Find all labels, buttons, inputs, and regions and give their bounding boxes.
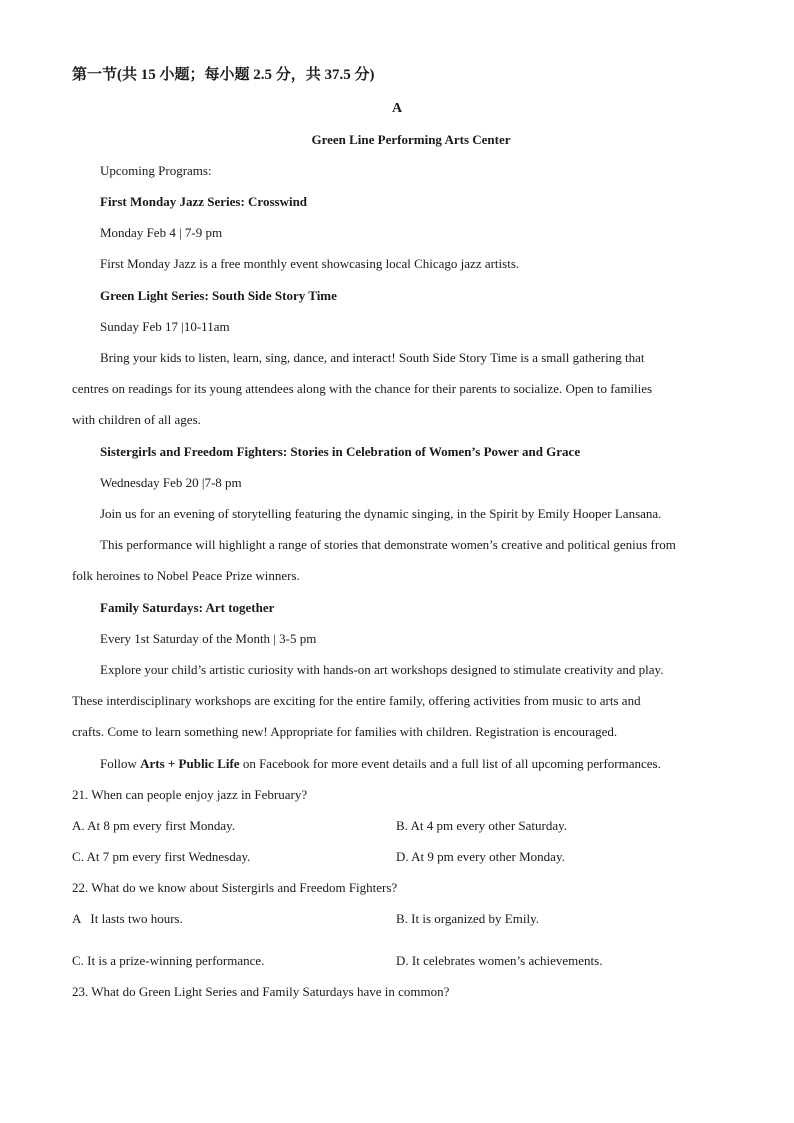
upcoming-label: Upcoming Programs: [100, 163, 212, 178]
question-21-option-b: B. At 4 pm every other Saturday. [396, 818, 568, 833]
question-22-option-c: C. It is a prize-winning performance. [72, 953, 265, 968]
question-21-option-c: C. At 7 pm every first Wednesday. [72, 849, 251, 864]
program-2-desc-line3: with children of all ages. [72, 412, 201, 427]
program-3-desc-line3: folk heroines to Nobel Peace Prize winners. [72, 568, 300, 583]
program-3-title: Sistergirls and Freedom Fighters: Stories in Celebration of Women’s Power and Grace [100, 444, 581, 459]
program-4-title: Family Saturdays: Art together [100, 600, 275, 615]
question-23-stem: 23. What do Green Light Series and Family Saturdays have in common? [72, 984, 450, 999]
program-2-desc-line1: Bring your kids to listen, learn, sing, dance, and interact! South Side Story Time is a small gathering that [100, 350, 645, 365]
program-2-title: Green Light Series: South Side Story Time [100, 288, 337, 303]
question-21-stem: 21. When can people enjoy jazz in February? [72, 787, 308, 802]
passage-title: Green Line Performing Arts Center [311, 132, 511, 147]
section-header: 第一节(共 15 小题；每小题 2.5 分，共 37.5 分) [72, 67, 375, 83]
program-3-time: Wednesday Feb 20 |7-8 pm [100, 475, 242, 490]
question-22-option-a: A It lasts two hours. [72, 911, 183, 926]
question-21-option-d: D. At 9 pm every other Monday. [396, 849, 565, 864]
follow-line [100, 756, 661, 772]
question-22-option-b: B. It is organized by Emily. [396, 911, 539, 926]
follow-account: Arts + Public Life [140, 756, 240, 771]
follow-pre: Follow [100, 756, 141, 771]
program-3-desc-line2: This performance will highlight a range of stories that demonstrate women’s creative and political genius from [100, 537, 676, 552]
question-21-option-a: A. At 8 pm every first Monday. [72, 818, 236, 833]
program-1-desc: First Monday Jazz is a free monthly event showcasing local Chicago jazz artists. [100, 256, 520, 271]
program-4-desc-line1: Explore your child’s artistic curiosity with hands-on art workshops designed to stimulate creativity and play. [100, 662, 664, 677]
question-22-stem: 22. What do we know about Sistergirls and Freedom Fighters? [72, 880, 398, 895]
program-4-desc-line3: crafts. Come to learn something new! Appropriate for families with children. Registration is encouraged. [72, 724, 618, 739]
program-4-time: Every 1st Saturday of the Month | 3-5 pm [100, 631, 317, 646]
program-2-desc-line2: centres on readings for its young attendees along with the chance for their parents to socialize. Open to families [72, 381, 653, 396]
program-1-title: First Monday Jazz Series: Crosswind [100, 194, 308, 209]
question-22-option-d: D. It celebrates women’s achievements. [396, 953, 603, 968]
program-1-time: Monday Feb 4 | 7-9 pm [100, 225, 223, 240]
program-2-time: Sunday Feb 17 |10-11am [100, 319, 230, 334]
follow-post: on Facebook for more event details and a full list of all upcoming performances. [239, 756, 661, 771]
program-4-desc-line2: These interdisciplinary workshops are exciting for the entire family, offering activities from music to arts and [72, 693, 641, 708]
program-3-desc-line1: Join us for an evening of storytelling featuring the dynamic singing, in the Spirit by Emily Hooper Lansana. [100, 506, 662, 521]
passage-letter: A [391, 101, 403, 116]
